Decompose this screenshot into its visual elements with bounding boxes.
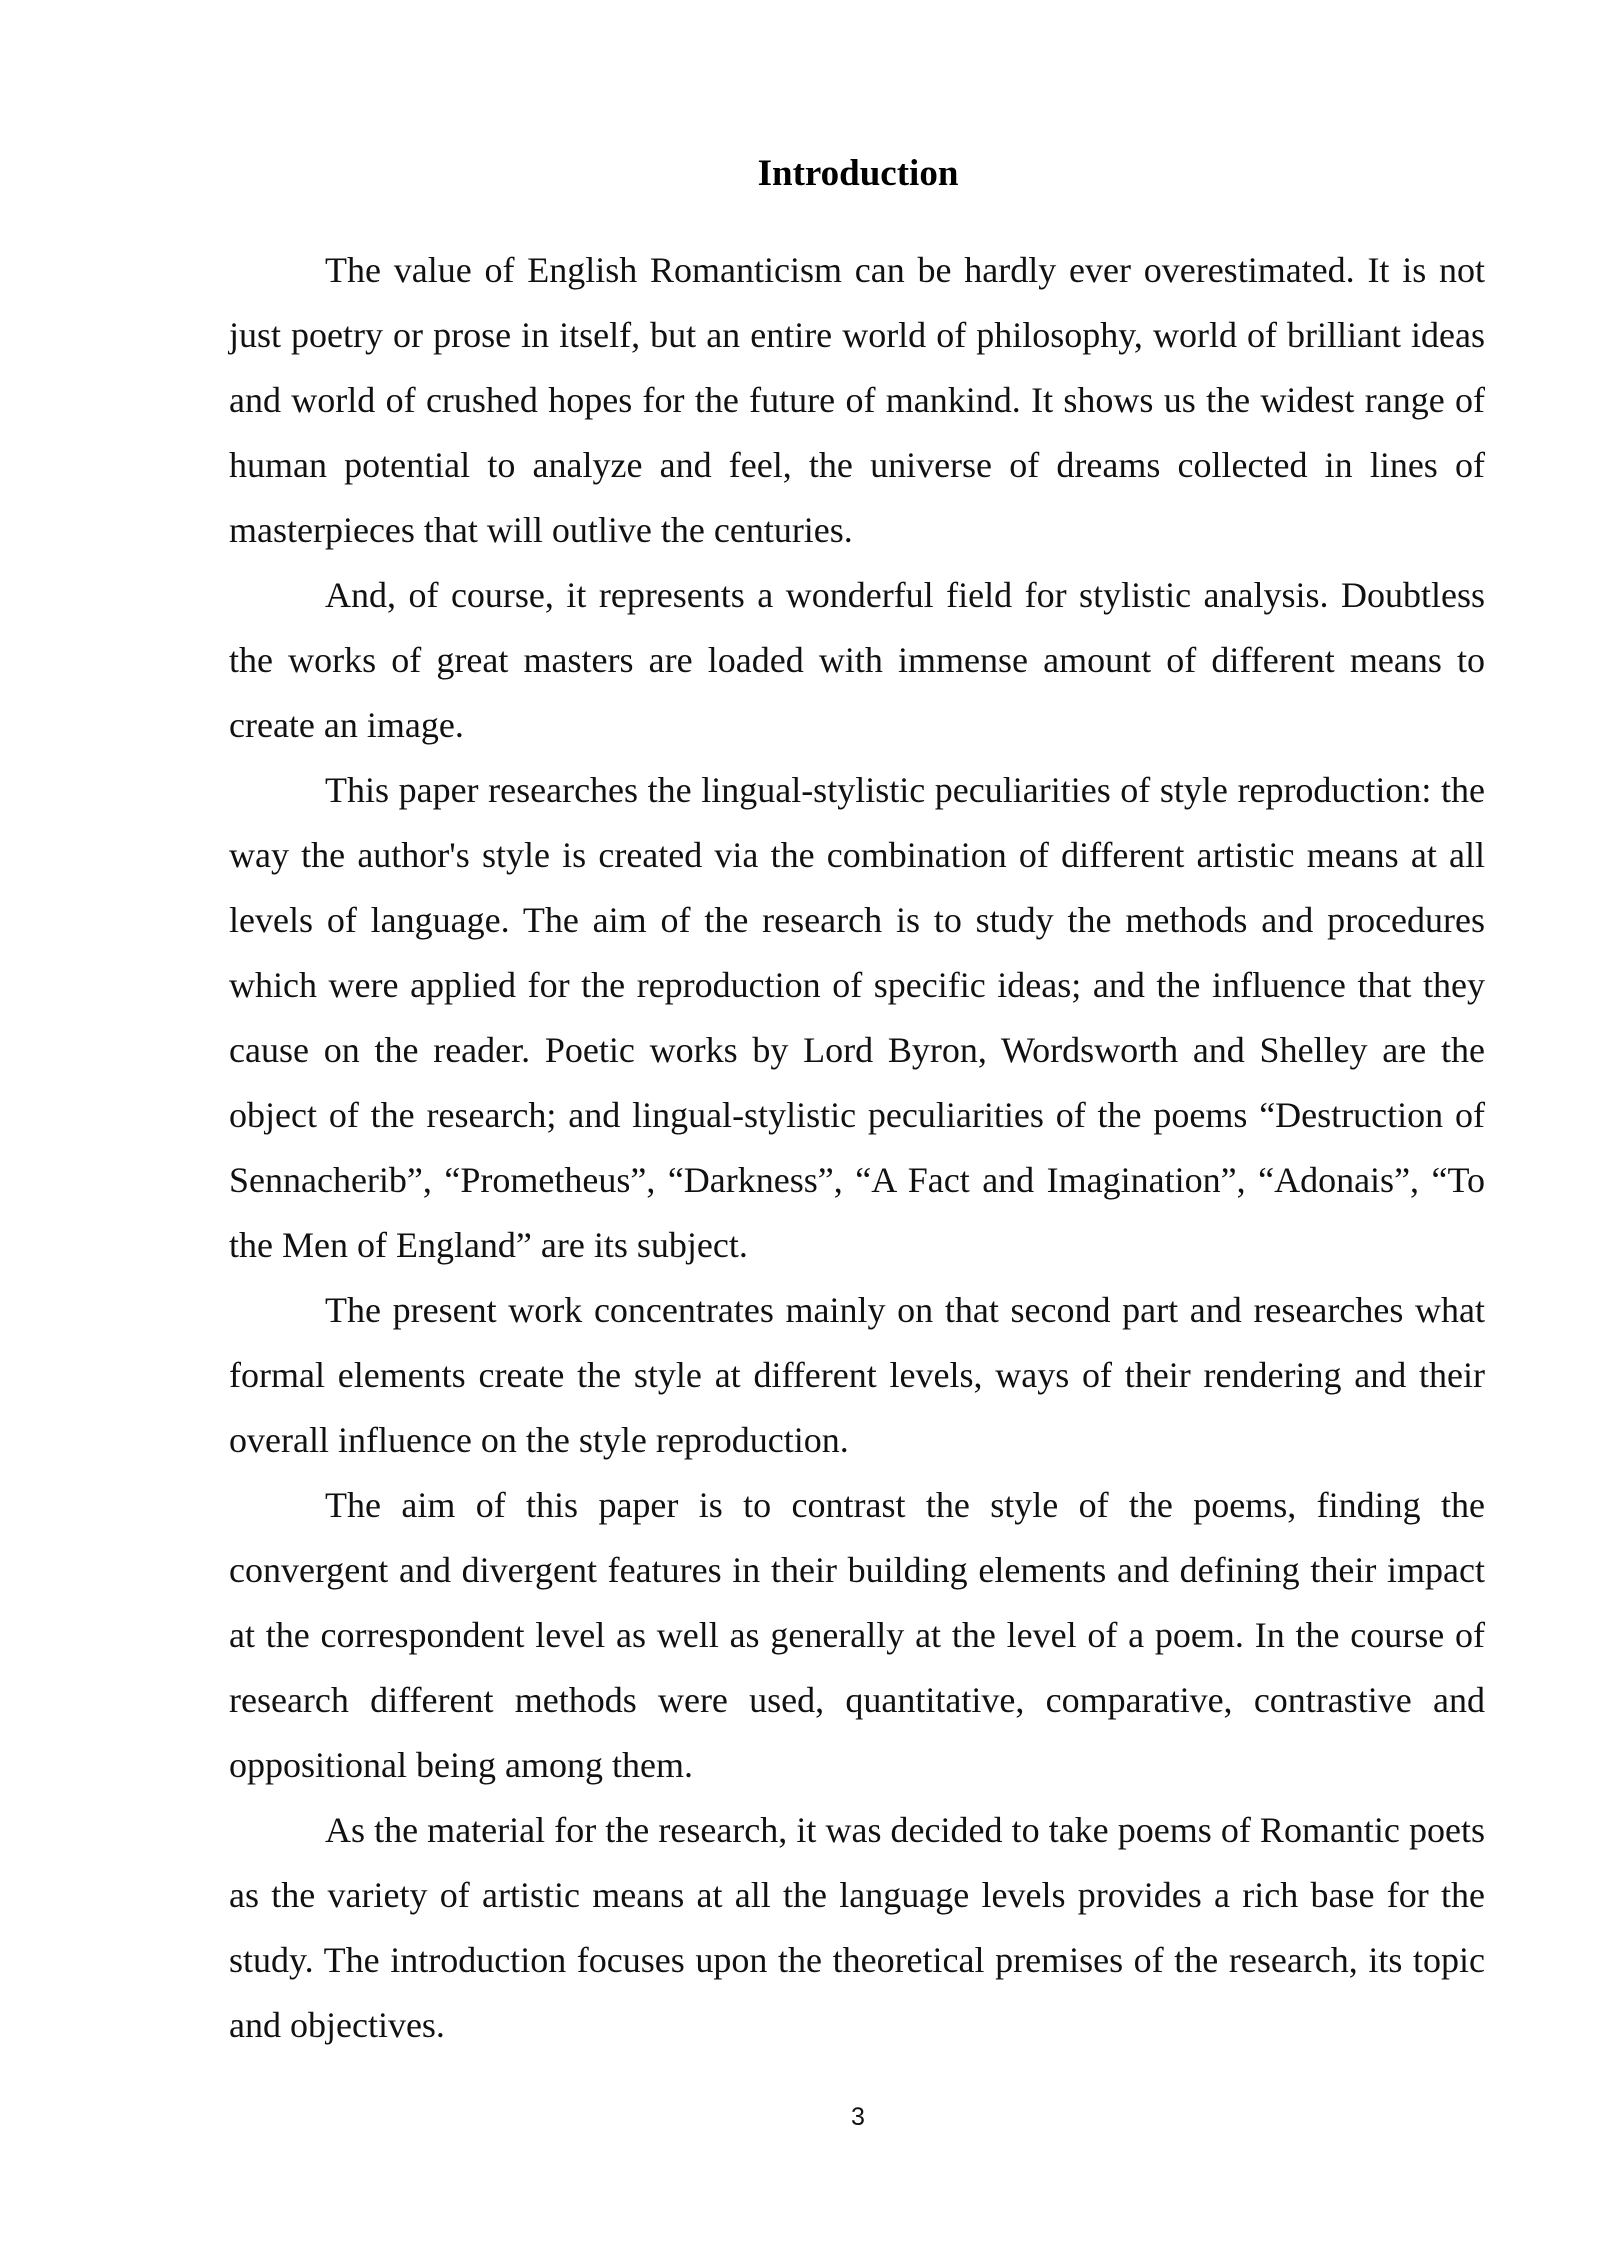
page-number: 3: [851, 2103, 865, 2131]
paragraph-5: The aim of this paper is to contrast the style of the poems, finding the convergent and divergent features in their building elements and defining their impact at the correspondent level as well as generally at the level of a poem. In the course of research different methods were used, quantitative, comparative, contrastive and oppositional being among them.: [229, 1485, 1485, 1785]
paragraph-3: This paper researches the lingual-stylistic peculiarities of style reproduction: the way the author's style is created via the combination of different artistic means at all levels of language. The aim of the research is to study the methods and procedures which were applied for the reproduction of specific ideas; and the influence that they cause on the reader. Poetic works by Lord Byron, Wordsworth and Shelley are the object of the research; and lingual-stylistic peculiarities of the poems “Destruction of Sennacherib”, “Prometheus”, “Darkness”, “A Fact and Imagination”, “Adonais”, “To the Men of England” are its subject.: [229, 770, 1485, 1265]
paragraph-1: The value of English Romanticism can be hardly ever overestimated. It is not just poetry or prose in itself, but an entire world of philosophy, world of brilliant ideas and world of crushed hopes for the future of mankind. It shows us the widest range of human potential to analyze and feel, the universe of dreams collected in lines of masterpieces that will outlive the centuries.: [229, 250, 1485, 550]
paragraph-6: As the material for the research, it was decided to take poems of Romantic poets as the variety of artistic means at all the language levels provides a rich base for the study. The introduction focuses upon the theoretical premises of the research, its topic and objectives.: [229, 1810, 1485, 2045]
paragraph-4: The present work concentrates mainly on that second part and researches what formal elements create the style at different levels, ways of their rendering and their overall influence on the style reproduction.: [229, 1290, 1485, 1460]
paragraph-2: And, of course, it represents a wonderful field for stylistic analysis. Doubtless the works of great masters are loaded with immense amount of different means to create an image.: [229, 575, 1485, 745]
page-title: Introduction: [757, 153, 959, 194]
introduction-body: [229, 238, 1485, 2058]
